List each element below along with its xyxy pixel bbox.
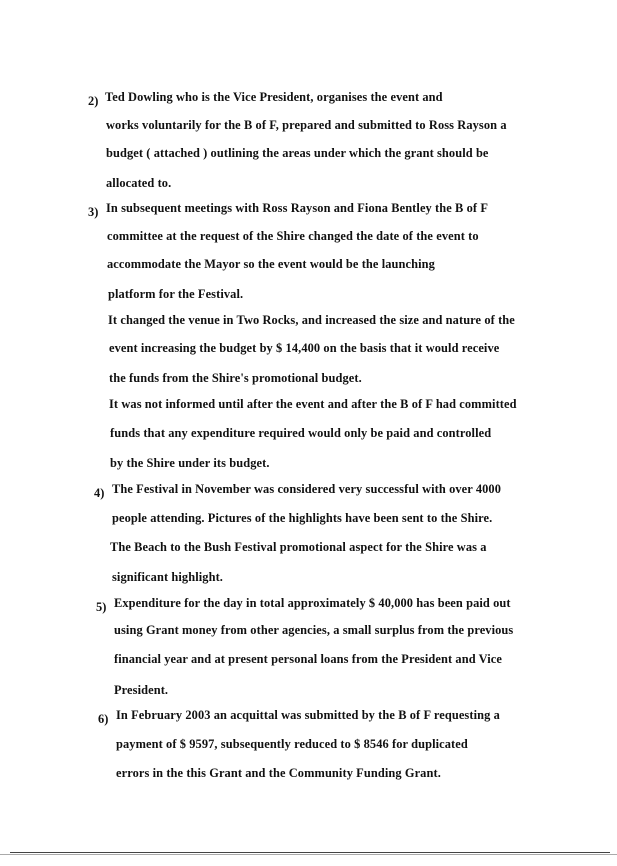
item-line: event increasing the budget by $ 14,400 on the basis that it would receive [109, 341, 500, 355]
item-line: works voluntarily for the B of F, prepared and submitted to Ross Rayson a [106, 118, 507, 132]
item-line: In subsequent meetings with Ross Rayson and Fiona Bentley the B of F [106, 201, 489, 215]
item-line: errors in the this Grant and the Community Funding Grant. [116, 766, 441, 780]
item-number: 6) [98, 712, 109, 726]
item-number: 2) [88, 94, 99, 108]
item-line: using Grant money from other agencies, a small surplus from the previous [114, 623, 514, 637]
item-line: Ted Dowling who is the Vice President, organises the event and [105, 90, 443, 104]
item-line: President. [114, 683, 169, 697]
item-line: by the Shire under its budget. [110, 456, 270, 470]
item-line: committee at the request of the Shire changed the date of the event to [107, 229, 479, 243]
item-line: The Festival in November was considered very successful with over 4000 [112, 482, 502, 496]
item-line: It was not informed until after the event and after the B of F had committed [109, 397, 517, 411]
item-number: 5) [96, 600, 107, 614]
item-number: 3) [88, 205, 99, 219]
item-line: In February 2003 an acquittal was submitted by the B of F requesting a [116, 708, 500, 722]
item-line: platform for the Festival. [108, 287, 244, 301]
item-line: The Beach to the Bush Festival promotional aspect for the Shire was a [110, 540, 487, 554]
item-line: accommodate the Mayor so the event would be the launching [107, 257, 435, 271]
item-line: It changed the venue in Two Rocks, and increased the size and nature of the [108, 313, 515, 327]
item-line: Expenditure for the day in total approximately $ 40,000 has been paid out [114, 596, 511, 610]
item-line: allocated to. [106, 176, 172, 190]
item-line: budget ( attached ) outlining the areas under which the grant should be [106, 146, 489, 160]
item-line: the funds from the Shire's promotional budget. [109, 371, 362, 385]
item-line: payment of $ 9597, subsequently reduced to $ 8546 for duplicated [116, 737, 468, 751]
page-edge-line [10, 852, 610, 853]
page-edge-shadow [0, 854, 617, 855]
item-number: 4) [94, 486, 105, 500]
item-line: funds that any expenditure required would only be paid and controlled [110, 426, 492, 440]
item-line: people attending. Pictures of the highlights have been sent to the Shire. [112, 511, 493, 525]
item-line: significant highlight. [112, 570, 223, 584]
item-line: financial year and at present personal loans from the President and Vice [114, 652, 502, 666]
